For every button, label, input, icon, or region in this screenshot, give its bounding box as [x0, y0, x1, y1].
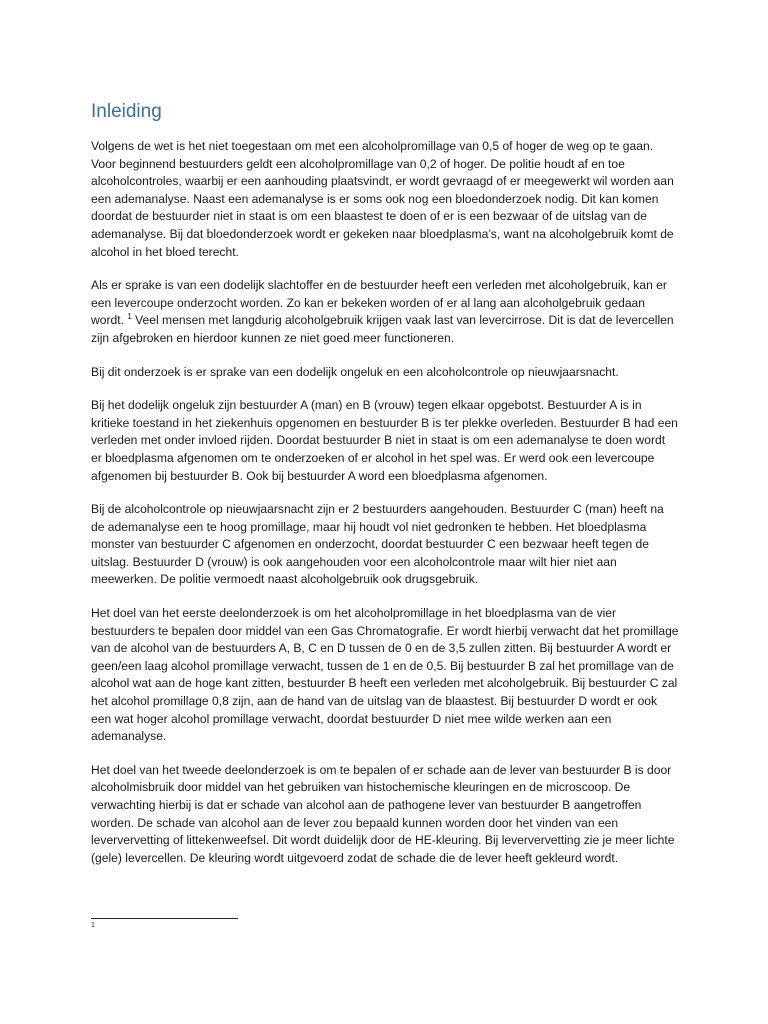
footnote-reference[interactable]: 1 [127, 312, 132, 322]
paragraph-1: Volgens de wet is het niet toegestaan om met een alcoholpromillage van 0,5 of hoger de weg op te gaan. Voor beginnend bestuurders geldt een alcoholpromillage van 0,2 of hoger. De politie houdt af en toe alcoholcontroles, waarbij er een aanhouding plaatsvindt, er wordt gevraagd of er meegewerkt wil worden aan een ademanalyse. Naast een ademanalyse is er soms ook nog een bloedonderzoek nodig. Dit kan komen doordat de bestuurder niet in staat is om een blaastest te doen of er is een bezwaar of de uitslag van de ademanalyse. Bij dat bloedonderzoek wordt er gekeken naar bloedplasma’s, want na alcoholgebruik komt de alcohol in het bloed terecht. [91, 139, 674, 259]
paragraph-5: Bij de alcoholcontrole op nieuwjaarsnacht zijn er 2 bestuurders aangehouden. Bestuurder C (man) heeft na de ademanalyse een te hoog promillage, maar hij houdt vol niet gedronken te hebben. Het bloedplasma monster van bestuurder C afgenomen en onderzocht, doordat bestuurder C een bezwaar heeft tegen de uitslag. Bestuurder D (vrouw) is ook aangehouden voor een alcoholcontrole maar wilt hier niet aan meewerken. De politie vermoedt naast alcoholgebruik ook drugsgebruik. [91, 502, 664, 587]
paragraph-2-text-after: Veel mensen met langdurig alcoholgebruik krijgen vaak last van levercirrose. Dit is dat de levercellen zijn afgebroken en hierdoor kunnen ze niet goed meer functioneren. [91, 313, 674, 345]
section-heading: Inleiding [91, 101, 162, 122]
document-body [91, 100, 679, 883]
footnote-separator [91, 918, 238, 919]
paragraph-6: Het doel van het eerste deelonderzoek is om het alcoholpromillage in het bloedplasma van de vier bestuurders te bepalen door middel van een Gas Chromatografie. Er wordt hierbij verwacht dat het promillage van de alcohol van de bestuurders A, B, C en D tussen de 0 en de 3,5 zullen zitten. Bij bestuurder A wordt er geen/een laag alcohol promillage verwacht, tussen de 1 en de 0,5. Bij bestuurder B zal het promillage van de alcohol wat aan de hoge kant zitten, bestuurder B heeft een verleden met alcoholgebruik. Bij bestuurder C zal het alcohol promillage 0,8 zijn, aan de hand van de uitslag van de blaastest. Bij bestuurder D wordt er ook een wat hoger alcohol promillage verwacht, doordat bestuurder D niet mee wilde werken aan een ademanalyse. [91, 606, 679, 744]
paragraph-4: Bij het dodelijk ongeluk zijn bestuurder A (man) en B (vrouw) tegen elkaar opgebotst. Bestuurder A is in kritieke toestand in het ziekenhuis opgenomen en bestuurder B is ter plekke overleden. Bestuurder B had een verleden met onder invloed rijden. Doordat bestuurder B niet in staat is om een ademanalyse te doen wordt er bloedplasma afgenomen om te onderzoeken of er alcohol in het spel was. Er werd ook een levercoupe afgenomen bij bestuurder B. Ook bij bestuurder A word een bloedplasma afgenomen. [91, 398, 678, 483]
paragraph-2-text-before: Als er sprake is van een dodelijk slachtoffer en de bestuurder heeft een verleden met alcoholgebruik, kan er een levercoupe onderzocht worden. Zo kan er bekeken worden of er al lang aan alcoholgebruik gedaan wordt. [91, 278, 667, 328]
footnote-number: 1 [91, 922, 95, 929]
paragraph-3: Bij dit onderzoek is er sprake van een dodelijk ongeluk en een alcoholcontrole op nieuwjaarsnacht. [91, 364, 619, 379]
paragraph-7: Het doel van het tweede deelonderzoek is om te bepalen of er schade aan de lever van bestuurder B is door alcoholmisbruik door middel van het gebruiken van histochemische kleuringen en de microscoop. De verwachting hierbij is dat er schade van alcohol aan de pathogene lever van bestuurder B aangetroffen worden. De schade van alcohol aan de lever zou bepaald kunnen worden door het vinden van een leververvetting of littekenweefsel. Dit wordt duidelijk door de HE-kleuring. Bij leververvetting zie je meer lichte (gele) levercellen. De kleuring wordt uitgevoerd zodat de schade die de lever heeft gekleurd wordt. [91, 762, 675, 865]
paragraph-2 [91, 277, 679, 347]
